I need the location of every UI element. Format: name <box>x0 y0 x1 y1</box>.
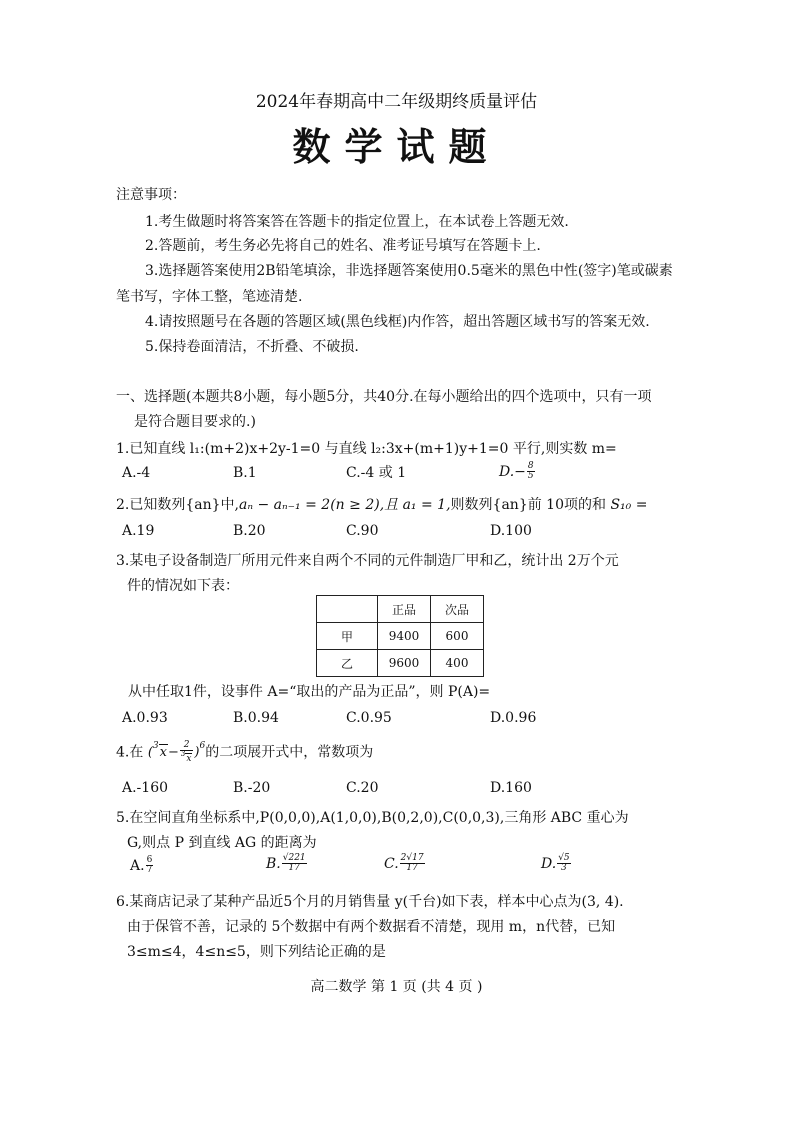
table-cell: 乙 <box>317 650 378 677</box>
q4-option-b: B.-20 <box>233 780 271 796</box>
table-header: 正品 <box>378 596 431 623</box>
fraction-den: 17 <box>406 863 418 874</box>
section-heading: 一、选择题(本题共8小题，每小题5分，共40分.在每小题给出的四个选项中，只有一项 <box>116 389 652 405</box>
fraction-num: 6 <box>146 855 153 865</box>
q2-stem-text: 2.已知数列{an}中, <box>116 497 239 513</box>
q2-stem-sum: S₁₀ = <box>610 497 648 513</box>
q1-option-b: B.1 <box>233 465 257 481</box>
q2-option-d: D.100 <box>490 523 532 539</box>
note-item: 笔书写，字体工整，笔迹清楚. <box>116 289 303 305</box>
notes-heading: 注意事项： <box>116 187 186 203</box>
question-6-stem-cont: 3≤m≤4，4≤n≤5，则下列结论正确的是 <box>127 944 386 960</box>
q5-c-prefix: C. <box>384 855 399 872</box>
note-item: 3.选择题答案使用2B铅笔填涂，非选择题答案使用0.5毫米的黑色中性(签字)笔或碳素 <box>145 263 673 279</box>
fraction-num: √5 <box>558 853 570 863</box>
q2-stem-math: aₙ − aₙ₋₁ = 2(n ≥ 2),且 a₁ = 1, <box>239 497 451 513</box>
fraction <box>527 462 535 482</box>
table-cell: 9600 <box>378 650 431 677</box>
q1-option-d-prefix: D.− <box>499 463 526 480</box>
q3-option-b: B.0.94 <box>233 710 279 726</box>
table-row <box>317 623 484 650</box>
q1-option-a: A.-4 <box>122 465 151 481</box>
fraction-num: 2√17 <box>400 853 424 863</box>
subject-title: 数学试题 <box>292 124 501 169</box>
question-3-stem-cont: 件的情况如下表： <box>127 578 239 594</box>
q2-option-b: B.20 <box>233 523 266 539</box>
q5-option-d <box>541 854 572 874</box>
q5-option-c <box>384 854 426 874</box>
fraction <box>400 854 425 874</box>
fraction-den: 7 <box>146 865 153 876</box>
q2-option-c: C.90 <box>346 523 379 539</box>
q1-option-c: C.-4 或 1 <box>346 465 407 481</box>
q1-option-d <box>499 462 536 482</box>
q5-b-prefix: B. <box>266 855 281 872</box>
table-cell: 9400 <box>378 623 431 650</box>
q4-option-c: C.20 <box>346 780 379 796</box>
q5-d-prefix: D. <box>541 855 557 872</box>
question-4-stem <box>116 741 373 765</box>
fraction <box>146 856 154 876</box>
q2-option-a: A.19 <box>122 523 155 539</box>
question-5-stem: 5.在空间直角坐标系中,P(0,0,0),A(1,0,0),B(0,2,0),C(0,0,3),三角形 ABC 重心为 <box>116 810 629 826</box>
q3-table <box>316 595 484 677</box>
table-cell <box>317 596 378 623</box>
table-cell: 600 <box>431 623 484 650</box>
question-5-stem-cont: G,则点 P 到直线 AG 的距离为 <box>127 835 317 851</box>
note-item: 4.请按照题号在各题的答题区域(黑色线框)内作答，超出答题区域书写的答案无效. <box>145 314 650 330</box>
q4-suffix: 的二项展开式中，常数项为 <box>205 744 374 761</box>
note-item: 5.保持卷面清洁，不折叠、不破损. <box>145 339 359 355</box>
section-heading-cont: 是符合题目要求的.) <box>134 414 256 430</box>
question-1-stem: 1.已知直线 l₁:(m+2)x+2y-1=0 与直线 l₂:3x+(m+1)y+1=0 平行,则实数 m= <box>116 441 617 457</box>
note-item: 2.答题前，考生务必先将自己的姓名、准考证号填写在答题卡上. <box>145 238 541 254</box>
page-footer: 高二数学 第 1 页 (共 4 页 ) <box>310 979 483 995</box>
fraction-den: 5 <box>527 471 534 482</box>
table-header: 次品 <box>431 596 484 623</box>
fraction-num: √221 <box>282 853 306 863</box>
table-row <box>317 596 484 623</box>
question-6-stem: 6.某商店记录了某种产品近5个月的月销售量 y(千台)如下表，样本中心点为(3, 4). <box>116 894 624 910</box>
note-item: 1.考生做题时将答案答在答题卡的指定位置上，在本试卷上答题无效. <box>145 214 569 230</box>
q3-event: 从中任取1件，设事件 A=“取出的产品为正品”，则 P(A)= <box>128 684 491 700</box>
question-3-stem: 3.某电子设备制造厂所用元件来自两个不同的元件制造厂甲和乙，统计出 2万个元 <box>116 553 619 569</box>
table-row <box>317 650 484 677</box>
q3-option-d: D.0.96 <box>490 710 537 726</box>
q4-option-a: A.-160 <box>122 780 169 796</box>
exam-title: 2024年春期高中二年级期终质量评估 <box>255 92 538 112</box>
table-cell: 400 <box>431 650 484 677</box>
q5-a-prefix: A. <box>130 857 145 874</box>
fraction <box>557 854 570 874</box>
fraction-den: 3 <box>561 863 567 874</box>
question-6-stem-cont: 由于保管不善，记录的 5个数据中有两个数据看不清楚，现用 m，n代替，已知 <box>127 919 616 935</box>
q3-option-c: C.0.95 <box>346 710 392 726</box>
q4-option-d: D.160 <box>490 780 532 796</box>
table-cell: 甲 <box>317 623 378 650</box>
q3-option-a: A.0.93 <box>122 710 168 726</box>
q5-option-b <box>266 854 308 874</box>
fraction-den: 17 <box>288 863 300 874</box>
q4-expression: ($^3$x− $\frac{2}{^3x}$ )$^6$ <box>147 740 206 765</box>
question-2-stem <box>116 498 647 512</box>
fraction-num: 8 <box>527 461 534 471</box>
fraction <box>282 854 307 874</box>
q2-stem-text: 则数列{an}前 10项的和 <box>450 497 606 513</box>
q5-option-a <box>130 856 154 876</box>
q4-prefix: 4.在 <box>116 744 144 761</box>
